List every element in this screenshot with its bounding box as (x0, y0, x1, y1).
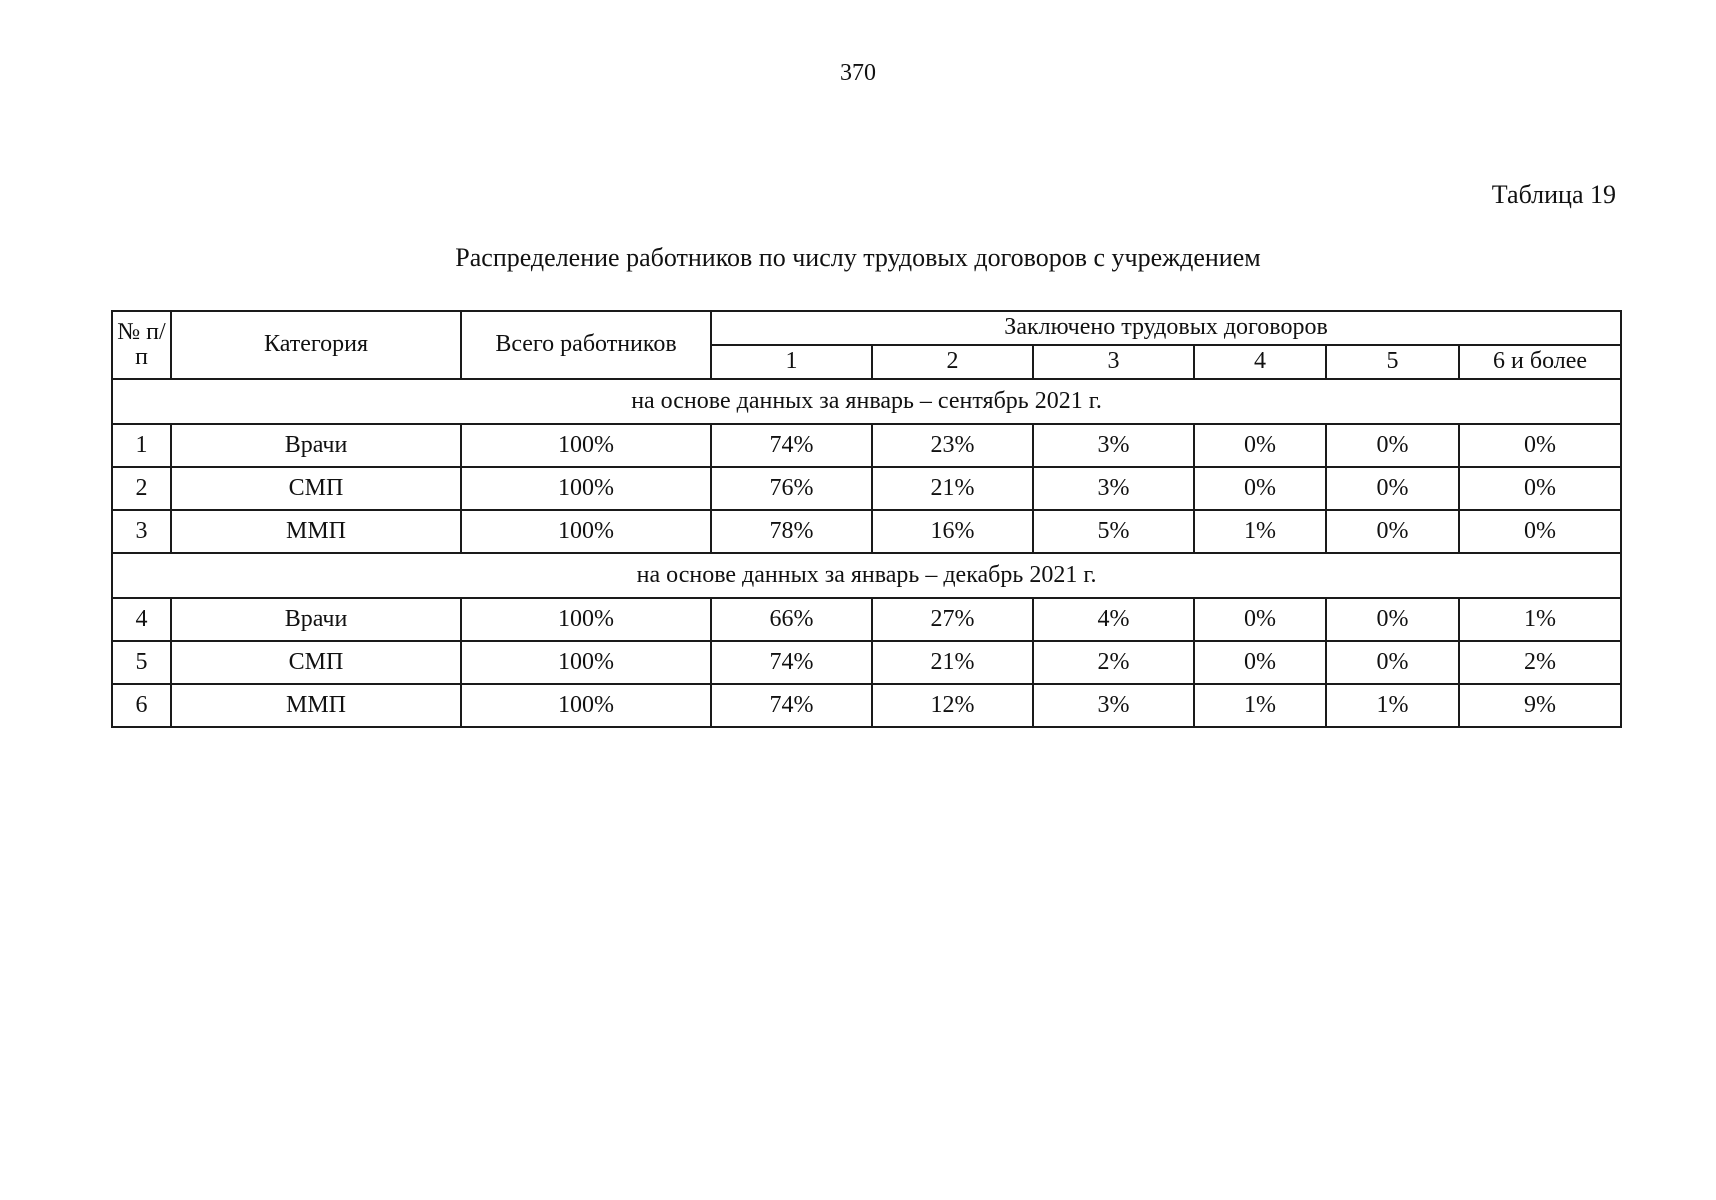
cell-num: 1 (112, 424, 171, 467)
section-row (112, 379, 1621, 424)
cell-value: 78% (711, 510, 872, 553)
cell-total: 100% (461, 510, 711, 553)
col-header-contracts-5: 5 (1326, 345, 1459, 379)
data-table (111, 310, 1622, 728)
col-header-contracts-group: Заключено трудовых договоров (711, 311, 1621, 345)
cell-value: 16% (872, 510, 1033, 553)
table-label: Таблица 19 (1491, 180, 1616, 209)
table-row (112, 424, 1621, 467)
cell-total: 100% (461, 684, 711, 727)
cell-total: 100% (461, 424, 711, 467)
cell-num: 4 (112, 598, 171, 641)
cell-value: 1% (1194, 510, 1326, 553)
cell-num: 5 (112, 641, 171, 684)
col-header-contracts-3: 3 (1033, 345, 1194, 379)
cell-value: 0% (1326, 424, 1459, 467)
cell-value: 21% (872, 641, 1033, 684)
cell-value: 4% (1033, 598, 1194, 641)
cell-value: 0% (1194, 641, 1326, 684)
cell-num: 2 (112, 467, 171, 510)
cell-value: 0% (1326, 510, 1459, 553)
cell-value: 3% (1033, 424, 1194, 467)
cell-value: 74% (711, 424, 872, 467)
cell-total: 100% (461, 467, 711, 510)
cell-value: 5% (1033, 510, 1194, 553)
cell-category: Врачи (171, 598, 461, 641)
col-header-contracts-6-plus: 6 и более (1459, 345, 1621, 379)
page-title: Распределение работников по числу трудовых договоров с учреждением (455, 243, 1261, 272)
cell-category: СМП (171, 467, 461, 510)
col-header-contracts-1: 1 (711, 345, 872, 379)
cell-value: 76% (711, 467, 872, 510)
table-row (112, 641, 1621, 684)
cell-value: 3% (1033, 684, 1194, 727)
cell-category: ММП (171, 510, 461, 553)
col-header-num: № п/п (112, 311, 171, 379)
section-row (112, 553, 1621, 598)
cell-num: 3 (112, 510, 171, 553)
table-row (112, 598, 1621, 641)
section-caption: на основе данных за январь – сентябрь 2021 г. (112, 379, 1621, 424)
cell-total: 100% (461, 641, 711, 684)
col-header-total: Всего работников (461, 311, 711, 379)
cell-value: 0% (1194, 467, 1326, 510)
col-header-contracts-4: 4 (1194, 345, 1326, 379)
cell-value: 27% (872, 598, 1033, 641)
cell-value: 1% (1194, 684, 1326, 727)
page-number: 370 (840, 60, 876, 86)
table-row (112, 684, 1621, 727)
cell-num: 6 (112, 684, 171, 727)
cell-value: 2% (1459, 641, 1621, 684)
cell-value: 1% (1459, 598, 1621, 641)
cell-total: 100% (461, 598, 711, 641)
col-header-category: Категория (171, 311, 461, 379)
cell-category: ММП (171, 684, 461, 727)
cell-value: 21% (872, 467, 1033, 510)
cell-value: 0% (1194, 424, 1326, 467)
cell-value: 0% (1326, 641, 1459, 684)
section-caption: на основе данных за январь – декабрь 2021 г. (112, 553, 1621, 598)
cell-value: 9% (1459, 684, 1621, 727)
cell-category: СМП (171, 641, 461, 684)
cell-value: 0% (1194, 598, 1326, 641)
cell-value: 12% (872, 684, 1033, 727)
col-header-contracts-2: 2 (872, 345, 1033, 379)
cell-value: 66% (711, 598, 872, 641)
cell-value: 0% (1459, 510, 1621, 553)
cell-value: 0% (1459, 424, 1621, 467)
cell-value: 2% (1033, 641, 1194, 684)
cell-value: 0% (1326, 598, 1459, 641)
cell-category: Врачи (171, 424, 461, 467)
cell-value: 74% (711, 684, 872, 727)
header-row (112, 311, 1621, 345)
cell-value: 3% (1033, 467, 1194, 510)
cell-value: 23% (872, 424, 1033, 467)
cell-value: 1% (1326, 684, 1459, 727)
table-row (112, 467, 1621, 510)
cell-value: 0% (1326, 467, 1459, 510)
table-row (112, 510, 1621, 553)
cell-value: 74% (711, 641, 872, 684)
cell-value: 0% (1459, 467, 1621, 510)
